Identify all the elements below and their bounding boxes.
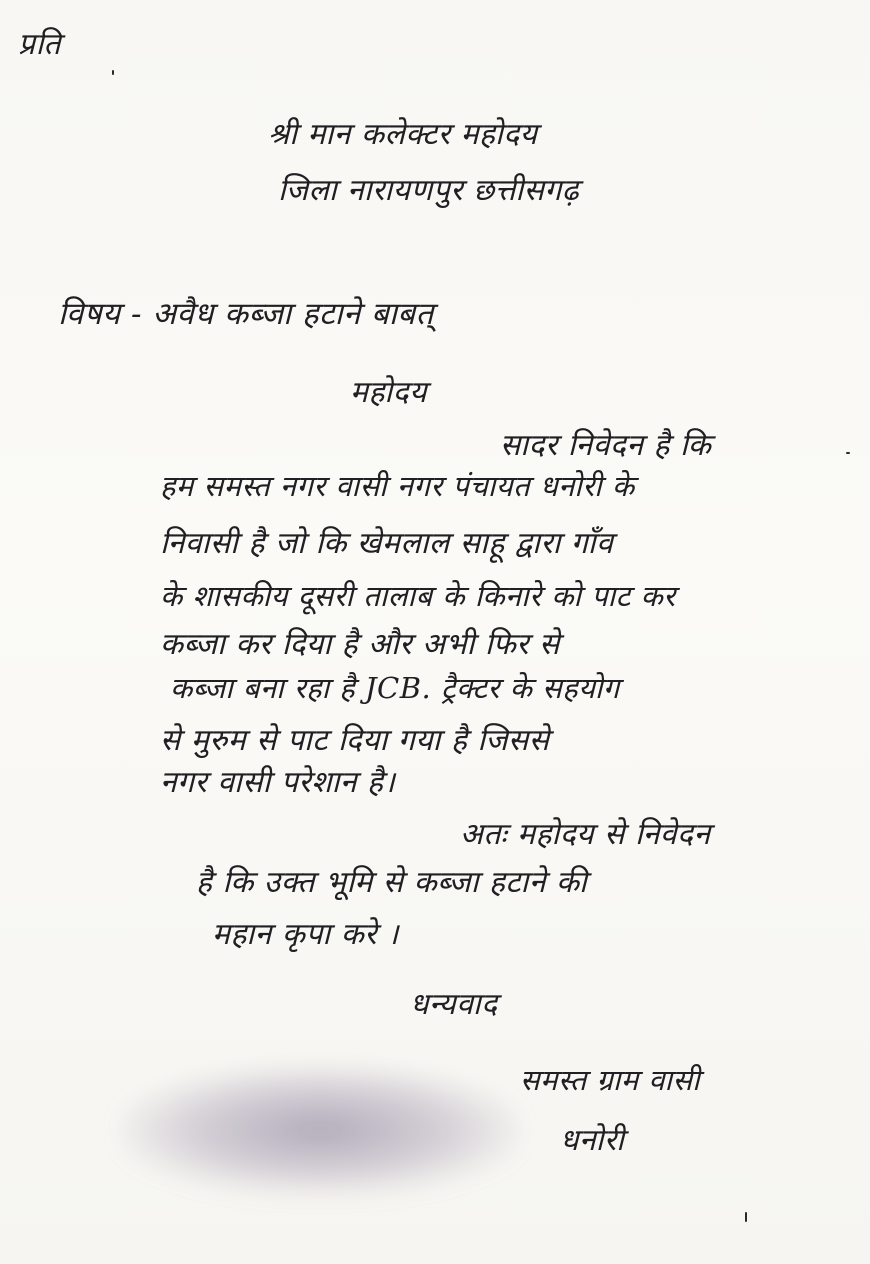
- body-line-11: महान कृपा करे ।: [212, 917, 399, 952]
- body-line-4: के शासकीय दूसरी तालाब के किनारे को पाट कर: [160, 579, 676, 613]
- ink-smudge: [120, 1065, 520, 1195]
- body-line-2: हम समस्त नगर वासी नगर पंचायत धनोरी के: [160, 469, 635, 503]
- ink-speck: [745, 1212, 747, 1222]
- body-line-8: नगर वासी परेशान है।: [160, 765, 396, 800]
- subject-line: विषय - अवैध कब्जा हटाने बाबत्: [58, 296, 434, 332]
- ink-speck: [846, 452, 850, 454]
- body-line-3: निवासी है जो कि खेमलाल साहू द्वारा गाँव: [160, 526, 614, 561]
- body-line-9: अतः महोदय से निवेदन: [460, 817, 711, 852]
- body-line-10: है कि उक्त भूमि से कब्जा हटाने की: [196, 865, 588, 900]
- prati-label: प्रति: [18, 27, 61, 62]
- body-line-6: कब्जा बना रहा है JCB. ट्रैक्टर के सहयोग: [170, 671, 620, 705]
- signature-line-1: समस्त ग्राम वासी: [520, 1063, 701, 1097]
- ink-speck: [112, 70, 114, 75]
- closing-dhanyavad: धन्यवाद: [410, 987, 498, 1022]
- salutation: महोदय: [350, 375, 427, 410]
- body-line-5: कब्जा कर दिया है और अभी फिर से: [160, 627, 560, 662]
- addressee-line-1: श्री मान कलेक्टर महोदय: [268, 117, 538, 152]
- signature-line-2: धनोरी: [560, 1123, 625, 1158]
- addressee-line-2: जिला नारायणपुर छत्तीसगढ़: [278, 173, 580, 208]
- body-line-7: से मुरुम से पाट दिया गया है जिससे: [160, 723, 550, 758]
- body-line-1: सादर निवेदन है कि: [500, 428, 712, 463]
